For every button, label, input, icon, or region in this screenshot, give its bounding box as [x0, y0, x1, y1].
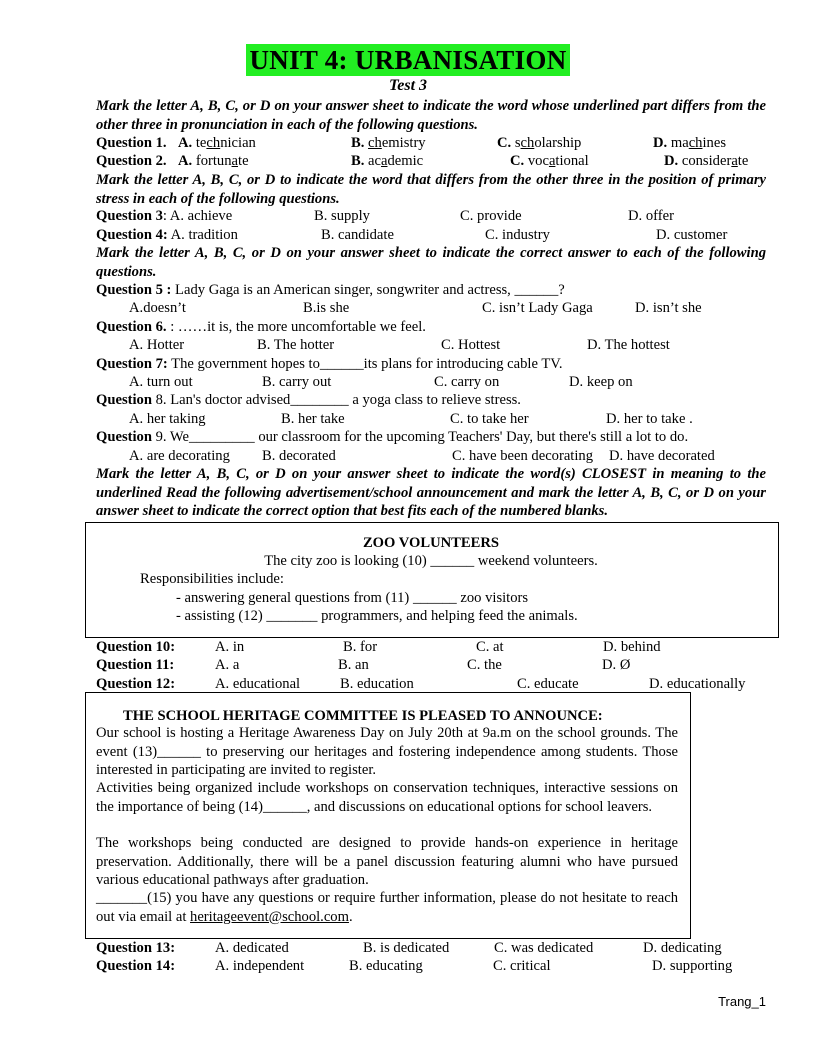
page-title: UNIT 4: URBANISATION — [246, 44, 569, 76]
q4-option-b[interactable]: B. candidate — [321, 227, 394, 243]
instruction-closest: Mark the letter A, B, C, or D on your answer sheet to indicate the word(s) CLOSEST in meaning to the underlined Read the following advertisement/school announcement and mark the letter A, B, C, or D on your answer sheet to indicate the correct option that best fits each of the numbered blanks. — [96, 466, 766, 519]
q10-option-d[interactable]: D. behind — [603, 639, 661, 655]
q12-label: Question 12: — [96, 676, 176, 692]
q13-option-c[interactable]: C. was dedicated — [494, 940, 594, 956]
q11-option-b[interactable]: B. an — [338, 657, 369, 673]
zoo-line-4: - assisting (12) _______ programmers, and helping feed the animals. — [176, 608, 578, 624]
heritage-paragraph-1: Our school is hosting a Heritage Awareness Day on July 20th at 9a.m on the school grounds. The event (13)______ to preserving our heritages and fostering independence among students. Those interested in participating are invited to register. — [96, 725, 678, 778]
q14-option-a[interactable]: A. independent — [215, 958, 305, 974]
q8-stem: Question 8. Lan's doctor advised________ a yoga class to relieve stress. — [96, 392, 521, 408]
q5-option-b[interactable]: B.is she — [303, 300, 350, 316]
q4-option-d[interactable]: D. customer — [656, 227, 728, 243]
q2-option-d[interactable]: D. considerate — [664, 153, 749, 169]
q5-option-c[interactable]: C. isn’t Lady Gaga — [482, 300, 593, 316]
q10-option-c[interactable]: C. at — [476, 639, 504, 655]
instruction-correct-answer: Mark the letter A, B, C, or D on your answer sheet to indicate the correct answer to each of the following questions. — [96, 245, 766, 280]
q2-label: Question 2. — [96, 153, 167, 169]
q7-option-c[interactable]: C. carry on — [434, 374, 500, 390]
page-subtitle: Test 3 — [388, 77, 428, 94]
q7-option-a[interactable]: A. turn out — [129, 374, 193, 390]
q12-option-d[interactable]: D. educationally — [649, 676, 746, 692]
q11-option-d[interactable]: D. Ø — [602, 657, 631, 673]
q1-option-d[interactable]: D. machines — [653, 135, 726, 151]
heritage-email-link[interactable]: heritageevent@school.com — [190, 908, 349, 925]
zoo-line-2: Responsibilities include: — [140, 571, 284, 587]
q11-option-a[interactable]: A. a — [215, 657, 240, 673]
q14-option-c[interactable]: C. critical — [493, 958, 551, 974]
q5-stem: Question 5 : Lady Gaga is an American singer, songwriter and actress, ______? — [96, 282, 565, 298]
title-wrap — [0, 44, 816, 76]
q13-label: Question 13: — [96, 940, 176, 956]
q6-stem: Question 6. : ……it is, the more uncomfortable we feel. — [96, 319, 426, 335]
q8-option-d[interactable]: D. her to take . — [606, 411, 693, 427]
q9-option-c[interactable]: C. have been decorating — [452, 448, 594, 464]
q1-option-b[interactable]: B. chemistry — [351, 135, 426, 151]
q13-option-a[interactable]: A. dedicated — [215, 940, 289, 956]
zoo-line-3: - answering general questions from (11) ______ zoo visitors — [176, 590, 529, 606]
q12-option-b[interactable]: B. education — [340, 676, 414, 692]
q9-stem: Question 9. We_________ our classroom for the upcoming Teachers' Day, but there's still a lot to do. — [96, 429, 689, 445]
q12-option-c[interactable]: C. educate — [517, 676, 579, 692]
q3-option-a[interactable]: Question 3: A. achieve — [96, 208, 233, 224]
q13-option-b[interactable]: B. is dedicated — [363, 940, 450, 956]
q5-option-d[interactable]: D. isn’t she — [635, 300, 702, 316]
q2-option-a[interactable]: A. fortunate — [178, 153, 249, 169]
q6-option-b[interactable]: B. The hotter — [257, 337, 335, 353]
heritage-title: THE SCHOOL HERITAGE COMMITTEE IS PLEASED TO ANNOUNCE: — [123, 708, 603, 724]
q3-option-b[interactable]: B. supply — [314, 208, 370, 224]
q1-label: Question 1. — [96, 135, 167, 151]
q11-option-c[interactable]: C. the — [467, 657, 502, 673]
instruction-pronunciation: Mark the letter A, B, C, or D on your answer sheet to indicate the word whose underlined part differs from the other three in pronunciation in each of the following questions. — [96, 98, 766, 133]
q7-option-d[interactable]: D. keep on — [569, 374, 633, 390]
q2-option-c[interactable]: C. vocational — [510, 153, 589, 169]
q6-option-d[interactable]: D. The hottest — [587, 337, 670, 353]
q10-option-a[interactable]: A. in — [215, 639, 245, 655]
q6-option-a[interactable]: A. Hotter — [129, 337, 185, 353]
q1-option-a[interactable]: A. technician — [178, 135, 256, 151]
q13-option-d[interactable]: D. dedicating — [643, 940, 722, 956]
q14-option-d[interactable]: D. supporting — [652, 958, 733, 974]
q12-option-a[interactable]: A. educational — [215, 676, 301, 692]
q7-option-b[interactable]: B. carry out — [262, 374, 332, 390]
heritage-paragraph-3: The workshops being conducted are designed to provide hands-on experience in heritage preservation. Additionally, there will be a panel discussion featuring alumni who have pursued various educational pathways after graduation. — [96, 835, 678, 888]
q10-label: Question 10: — [96, 639, 176, 655]
q3-option-d[interactable]: D. offer — [628, 208, 674, 224]
q10-option-b[interactable]: B. for — [343, 639, 378, 655]
q9-option-b[interactable]: B. decorated — [262, 448, 336, 464]
q3-option-c[interactable]: C. provide — [460, 208, 522, 224]
zoo-title: ZOO VOLUNTEERS — [362, 535, 500, 551]
q9-option-a[interactable]: A. are decorating — [129, 448, 230, 464]
q4-option-c[interactable]: C. industry — [485, 227, 550, 243]
heritage-paragraph-2: Activities being organized include workshops on conservation techniques, interactive sessions on the importance of being (14)______, and discussions on educational options for school leavers. — [96, 780, 678, 815]
q2-option-b[interactable]: B. academic — [351, 153, 424, 169]
q5-option-a[interactable]: A.doesn’t — [129, 300, 186, 316]
q7-stem: Question 7: The government hopes to______its plans for introducing cable TV. — [96, 356, 563, 372]
q8-option-a[interactable]: A. her taking — [129, 411, 206, 427]
q14-option-b[interactable]: B. educating — [349, 958, 423, 974]
q11-label: Question 11: — [96, 657, 175, 673]
q8-option-b[interactable]: B. her take — [281, 411, 345, 427]
heritage-paragraph-4: _______(15) you have any questions or require further information, please do not hesitate to reach out via email at heritageevent@school.com. — [96, 890, 678, 925]
instruction-stress: Mark the letter A, B, C, or D to indicate the word that differs from the other three in the position of primary stress in each of the following questions. — [96, 172, 766, 207]
page-number: Trang_1 — [718, 994, 766, 1009]
q4-option-a[interactable]: Question 4: A. tradition — [96, 227, 238, 243]
q8-option-c[interactable]: C. to take her — [450, 411, 529, 427]
q1-option-c[interactable]: C. scholarship — [497, 135, 582, 151]
zoo-line-1: The city zoo is looking (10) ______ weekend volunteers. — [264, 553, 598, 569]
q6-option-c[interactable]: C. Hottest — [441, 337, 501, 353]
q9-option-d[interactable]: D. have decorated — [609, 448, 715, 464]
q14-label: Question 14: — [96, 958, 176, 974]
